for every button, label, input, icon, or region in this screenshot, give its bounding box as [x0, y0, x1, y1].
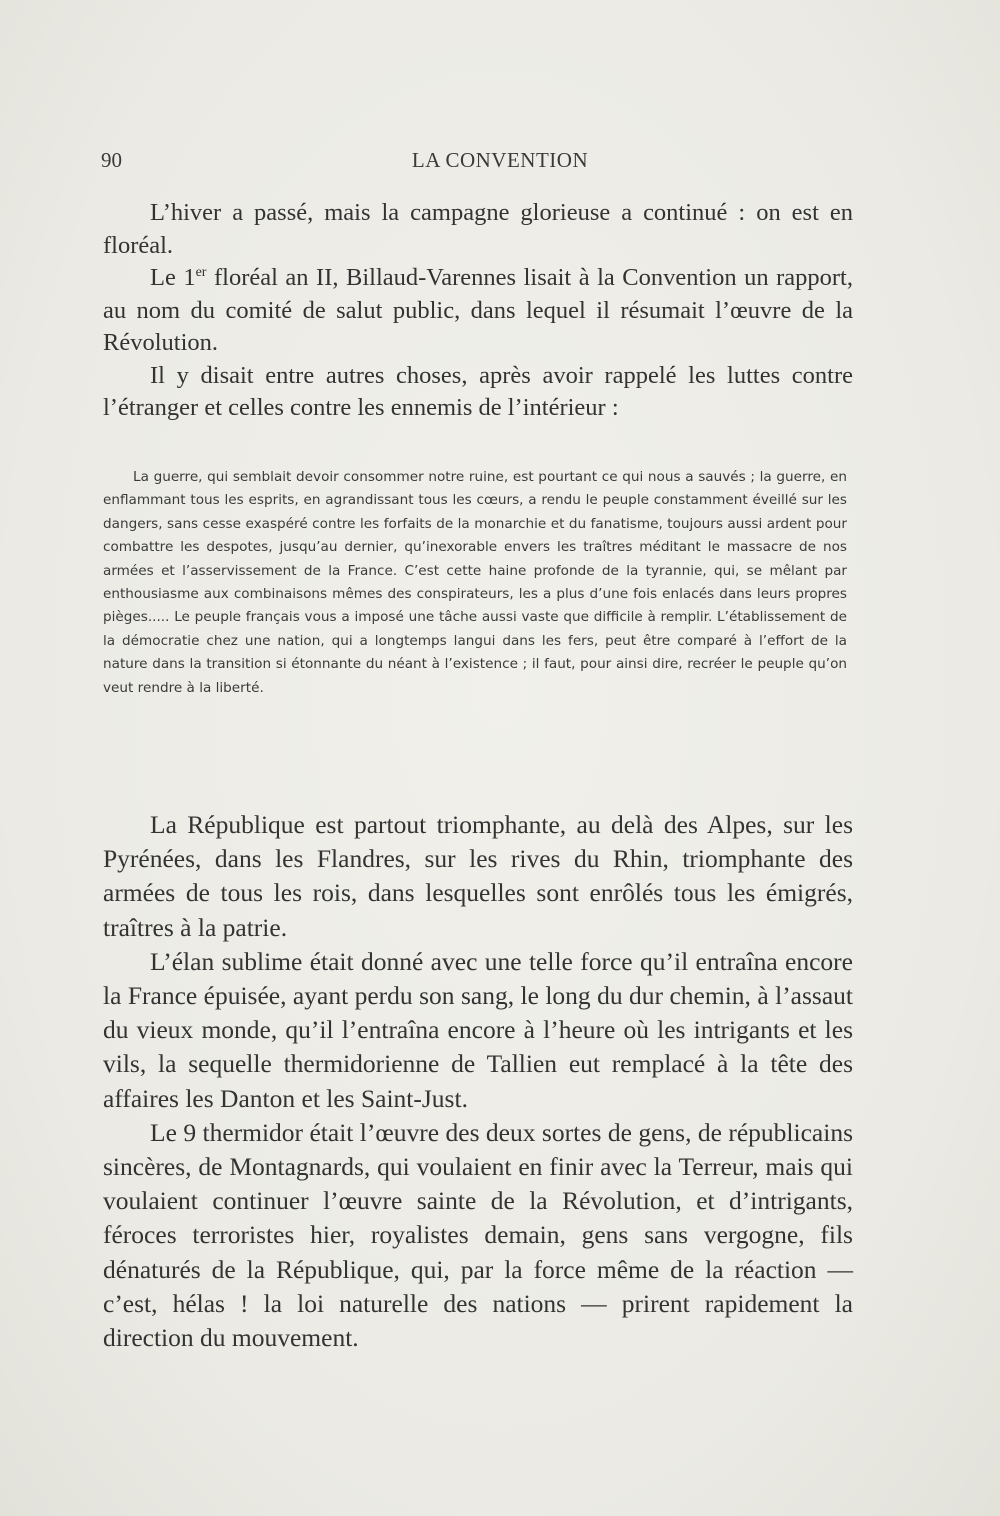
bottom-text-block: [103, 808, 853, 1355]
running-head: LA CONVENTION: [411, 148, 589, 172]
block-quote: La guerre, qui semblait devoir consommer notre ruine, est pourtant ce qui nous a sauvés ; la guerre, en enflammant tous les esprits, en agrandissant tous les cœurs, a rendu le peuple constamment éveillé sur les dangers, sans cesse exaspéré contre les forfaits de la monarchie et du fanatisme, toujours aussi ardent pour combattre les despotes, jusqu’au dernier, qu’inexorable envers les traîtres méditant le massacre de nos armées et l’asservissement de la France. C’est cette haine profonde de la tyrannie, qui, se mêlant par enthousiasme aux combinaisons mêmes des conspirateurs, les a plus d’une fois enlacés dans leurs propres pièges..... Le peuple français vous a imposé une tâche aussi vaste que difficile à remplir. L’établissement de la démocratie chez une nation, qui a longtemps langui dans les fers, peut être comparé à l’effort de la nature dans la transition si étonnante du néant à l’existence ; il faut, pour ainsi dire, recréer le peuple qu’on veut rendre à la liberté.: [103, 469, 847, 696]
paragraph-2: [103, 262, 853, 360]
paragraph-3: Il y disait entre autres choses, après avoir rappelé les luttes contre l’étranger et celles contre les ennemis de l’intérieur :: [103, 361, 853, 421]
paragraph-6: Le 9 thermidor était l’œuvre des deux sortes de gens, de républicains sincères, de Montagnards, qui voulaient en finir avec la Terreur, mais qui voulaient continuer l’œuvre sainte de la Révolution, et d’intrigants, féroces terroristes hier, royalistes demain, gens sans vergogne, fils dénaturés de la République, qui, par la force même de la réaction — c’est, hélas ! la loi naturelle des nations — prirent rapidement la direction du mouvement.: [103, 1117, 853, 1353]
page-number: 90: [101, 148, 122, 172]
paragraph-1: L’hiver a passé, mais la campagne glorieuse a continué : on est en floréal.: [103, 199, 853, 259]
ordinal-superscript: er: [195, 264, 207, 280]
paragraph-5: L’élan sublime était donné avec une telle force qu’il entraîna encore la France épuisée, ayant perdu son sang, le long du dur chemin, à l’assaut du vieux monde, qu’il l’entraîna encore à l’heure où les intrigants et les vils, la sequelle thermidorienne de Tallien eut remplacé à la tête des affaires les Danton et les Saint-Just.: [103, 946, 853, 1113]
paragraph-2-start: Le 1: [150, 264, 196, 291]
paragraph-2-rest: floréal an II, Billaud-Varennes lisait à la Convention un rapport, au nom du comité de salut public, dans lequel il résumait l’œuvre de la Révolution.: [103, 264, 853, 356]
paragraph-4: La République est partout triomphante, au delà des Alpes, sur les Pyrénées, dans les Flandres, sur les rives du Rhin, triomphante des armées de tous les rois, dans lesquelles sont enrôlés tous les émigrés, traîtres à la patrie.: [103, 810, 853, 942]
top-text-block: [103, 197, 853, 425]
